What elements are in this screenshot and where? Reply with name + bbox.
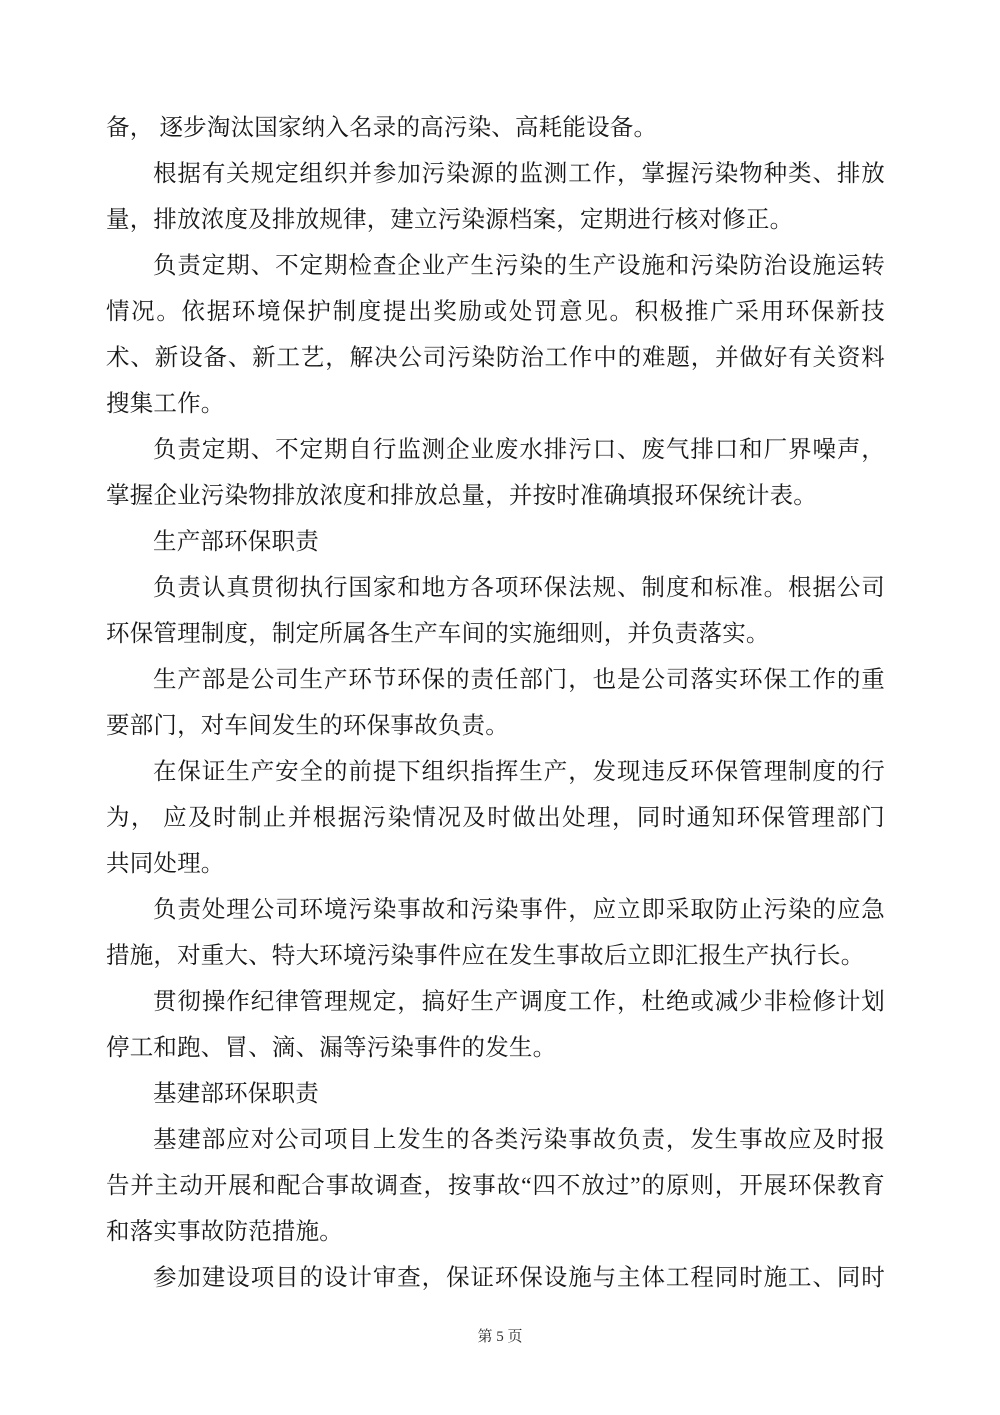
document-body <box>106 105 885 1301</box>
paragraph <box>106 243 885 427</box>
text-line: 贯彻操作纪律管理规定，搞好生产调度工作，杜绝或减少非检修计划 <box>153 989 885 1015</box>
text-line: 停工和跑、冒、滴、漏等污染事件的发生。 <box>106 1035 557 1061</box>
text-line: 负责定期、不定期检查企业产生污染的生产设施和污染防治设施运转 <box>153 253 885 279</box>
text-line: 备， 逐步淘汰国家纳入名录的高污染、高耗能设备。 <box>106 115 658 141</box>
text-line: 生产部环保职责 <box>153 529 319 555</box>
text-line: 共同处理。 <box>106 851 225 877</box>
text-line: 负责认真贯彻执行国家和地方各项环保法规、制度和标准。根据公司 <box>153 575 885 601</box>
text-line: 环保管理制度，制定所属各生产车间的实施细则，并负责落实。 <box>106 621 770 647</box>
text-line: 术、新设备、新工艺，解决公司污染防治工作中的难题，并做好有关资料 <box>106 345 885 371</box>
paragraph <box>106 979 885 1071</box>
text-line: 告并主动开展和配合事故调查，按事故“四不放过”的原则，开展环保教育 <box>106 1173 885 1199</box>
paragraph <box>106 519 885 565</box>
paragraph <box>106 1117 885 1255</box>
text-line: 参加建设项目的设计审查，保证环保设施与主体工程同时施工、同时 <box>153 1265 885 1291</box>
text-line: 和落实事故防范措施。 <box>106 1219 343 1245</box>
text-line: 情况。依据环境保护制度提出奖励或处罚意见。积极推广采用环保新技 <box>106 299 885 325</box>
paragraph <box>106 151 885 243</box>
page-number: 第 5 页 <box>477 1329 523 1345</box>
paragraph <box>106 427 885 519</box>
paragraph <box>106 887 885 979</box>
paragraph <box>106 565 885 657</box>
text-line: 量，排放浓度及排放规律，建立污染源档案，定期进行核对修正。 <box>106 207 794 233</box>
text-line: 为， 应及时制止并根据污染情况及时做出处理，同时通知环保管理部门 <box>106 805 885 831</box>
paragraph <box>106 1071 885 1117</box>
text-line: 负责定期、不定期自行监测企业废水排污口、废气排口和厂界噪声， <box>153 437 885 463</box>
text-line: 措施，对重大、特大环境污染事件应在发生事故后立即汇报生产执行长。 <box>106 943 865 969</box>
text-line: 生产部是公司生产环节环保的责任部门，也是公司落实环保工作的重 <box>153 667 885 693</box>
text-line: 基建部应对公司项目上发生的各类污染事故负责，发生事故应及时报 <box>153 1127 885 1153</box>
text-line: 掌握企业污染物排放浓度和排放总量，并按时准确填报环保统计表。 <box>106 483 817 509</box>
paragraph <box>106 749 885 887</box>
text-line: 在保证生产安全的前提下组织指挥生产，发现违反环保管理制度的行 <box>153 759 885 785</box>
text-line: 基建部环保职责 <box>153 1081 319 1107</box>
paragraph <box>106 657 885 749</box>
text-line: 负责处理公司环境污染事故和污染事件，应立即采取防止污染的应急 <box>153 897 885 923</box>
text-line: 要部门，对车间发生的环保事故负责。 <box>106 713 509 739</box>
paragraph <box>106 105 885 151</box>
text-line: 搜集工作。 <box>106 391 225 417</box>
paragraph <box>106 1255 885 1301</box>
text-line: 根据有关规定组织并参加污染源的监测工作，掌握污染物种类、排放 <box>153 161 885 187</box>
